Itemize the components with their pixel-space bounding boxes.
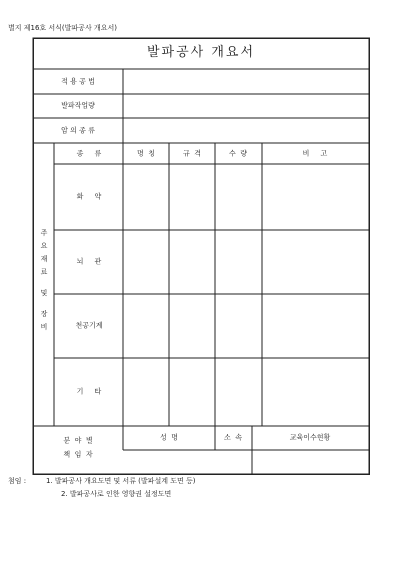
page-title: 발파공사 개요서 — [146, 45, 256, 60]
notes-item-1: 1. 발파공사 개요도면 및 서류 (발파설계 도면 등) — [46, 477, 196, 485]
responsible-line2: 책 임 자 — [63, 450, 93, 459]
responsible-line1: 분 야 별 — [63, 436, 93, 445]
row-label-method: 적 용 공 법 — [61, 77, 95, 86]
col-note: 비 고 — [302, 149, 328, 158]
form-id: 별지 제16호 서식(발파공사 개요서) — [8, 24, 117, 32]
responsible-affiliation-header: 소 속 — [224, 433, 242, 442]
col-qty: 수 량 — [229, 149, 247, 158]
row-label-volume: 발파작업량 — [61, 101, 95, 110]
col-name: 명 칭 — [137, 149, 155, 158]
row-label-rock: 암 의 종 류 — [61, 126, 95, 135]
item-other: 기 타 — [76, 387, 102, 396]
col-type: 종 류 — [76, 149, 102, 158]
col-spec: 규 격 — [183, 149, 201, 158]
item-detonator: 뇌 관 — [76, 257, 102, 266]
notes-item-2: 2. 발파공사로 인한 영향권 설정도면 — [61, 490, 172, 498]
notes-label: 첨임 : — [8, 477, 27, 485]
item-drill: 천공기계 — [75, 321, 103, 330]
responsible-training-header: 교육이수현황 — [289, 433, 331, 442]
group-label: 주 요 재 료 및 장 비 — [40, 229, 48, 331]
responsible-name-header: 성 명 — [160, 433, 178, 442]
item-explosive: 화 약 — [76, 192, 102, 201]
